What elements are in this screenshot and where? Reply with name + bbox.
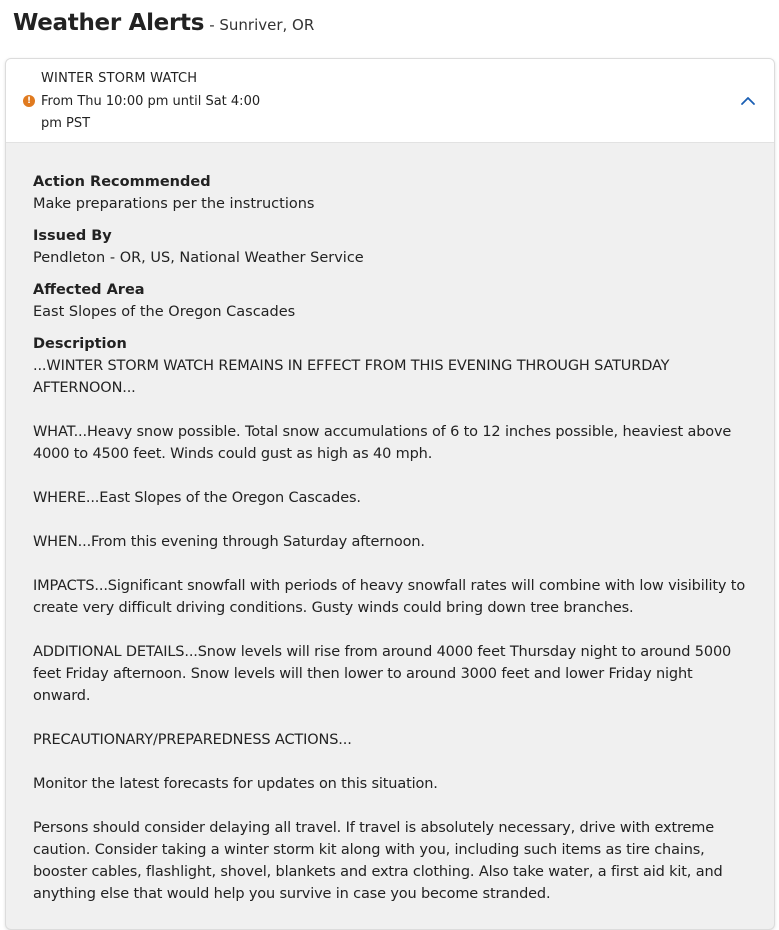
collapse-button[interactable]	[736, 89, 760, 113]
alert-name: WINTER STORM WATCH	[41, 71, 198, 86]
field-value: Pendleton - OR, US, National Weather Service	[33, 250, 364, 266]
alert-body	[6, 143, 774, 905]
field-label: Issued By	[33, 228, 112, 244]
description-paragraph: WHAT...Heavy snow possible. Total snow accumulations of 6 to 12 inches possible, heaviest above 4000 to 4500 feet. Winds could gust as high as 40 mph.	[33, 424, 732, 462]
field-affected-area	[33, 279, 747, 323]
description-paragraph: WHEN...From this evening through Saturday afternoon.	[33, 534, 425, 550]
page-header	[13, 10, 314, 36]
field-value: East Slopes of the Oregon Cascades	[33, 304, 296, 320]
description-paragraph: Monitor the latest forecasts for updates on this situation.	[33, 776, 438, 792]
alert-card	[5, 58, 775, 930]
field-value: Make preparations per the instructions	[33, 196, 315, 212]
field-action-recommended	[33, 171, 747, 215]
alert-time: From Thu 10:00 pm until Sat 4:00 pm PST	[41, 94, 261, 131]
description-paragraph: ADDITIONAL DETAILS...Snow levels will rise from around 4000 feet Thursday night to around 5000 feet Friday afternoon. Snow levels will then lower to around 3000 feet and lower Friday night onward.	[33, 644, 732, 704]
field-issued-by	[33, 225, 747, 269]
description-paragraph: ...WINTER STORM WATCH REMAINS IN EFFECT FROM THIS EVENING THROUGH SATURDAY AFTERNOON...	[33, 358, 670, 396]
page-title: Weather Alerts	[13, 10, 205, 36]
warning-icon: !	[23, 95, 35, 107]
description-paragraph: IMPACTS...Significant snowfall with periods of heavy snowfall rates will combine with low visibility to create very difficult driving conditions. Gusty winds could bring down tree branches.	[33, 578, 746, 616]
description-label: Description	[33, 336, 127, 352]
page-subtitle: - Sunriver, OR	[209, 16, 315, 34]
field-label: Action Recommended	[33, 174, 211, 190]
description-paragraph: PRECAUTIONARY/PREPAREDNESS ACTIONS...	[33, 732, 352, 748]
description-section	[33, 333, 747, 905]
description-paragraph: WHERE...East Slopes of the Oregon Cascades.	[33, 490, 361, 506]
chevron-up-icon	[736, 89, 760, 113]
description-paragraph: Persons should consider delaying all travel. If travel is absolutely necessary, drive with extreme caution. Consider taking a winter storm kit along with you, including such items as tire chains, booster cables, flashlight, shovel, blankets and extra clothing. Also take water, a first aid kit, and anything else that would help you survive in case you become stranded.	[33, 820, 723, 902]
alert-header[interactable]	[6, 59, 774, 143]
field-label: Affected Area	[33, 282, 145, 298]
